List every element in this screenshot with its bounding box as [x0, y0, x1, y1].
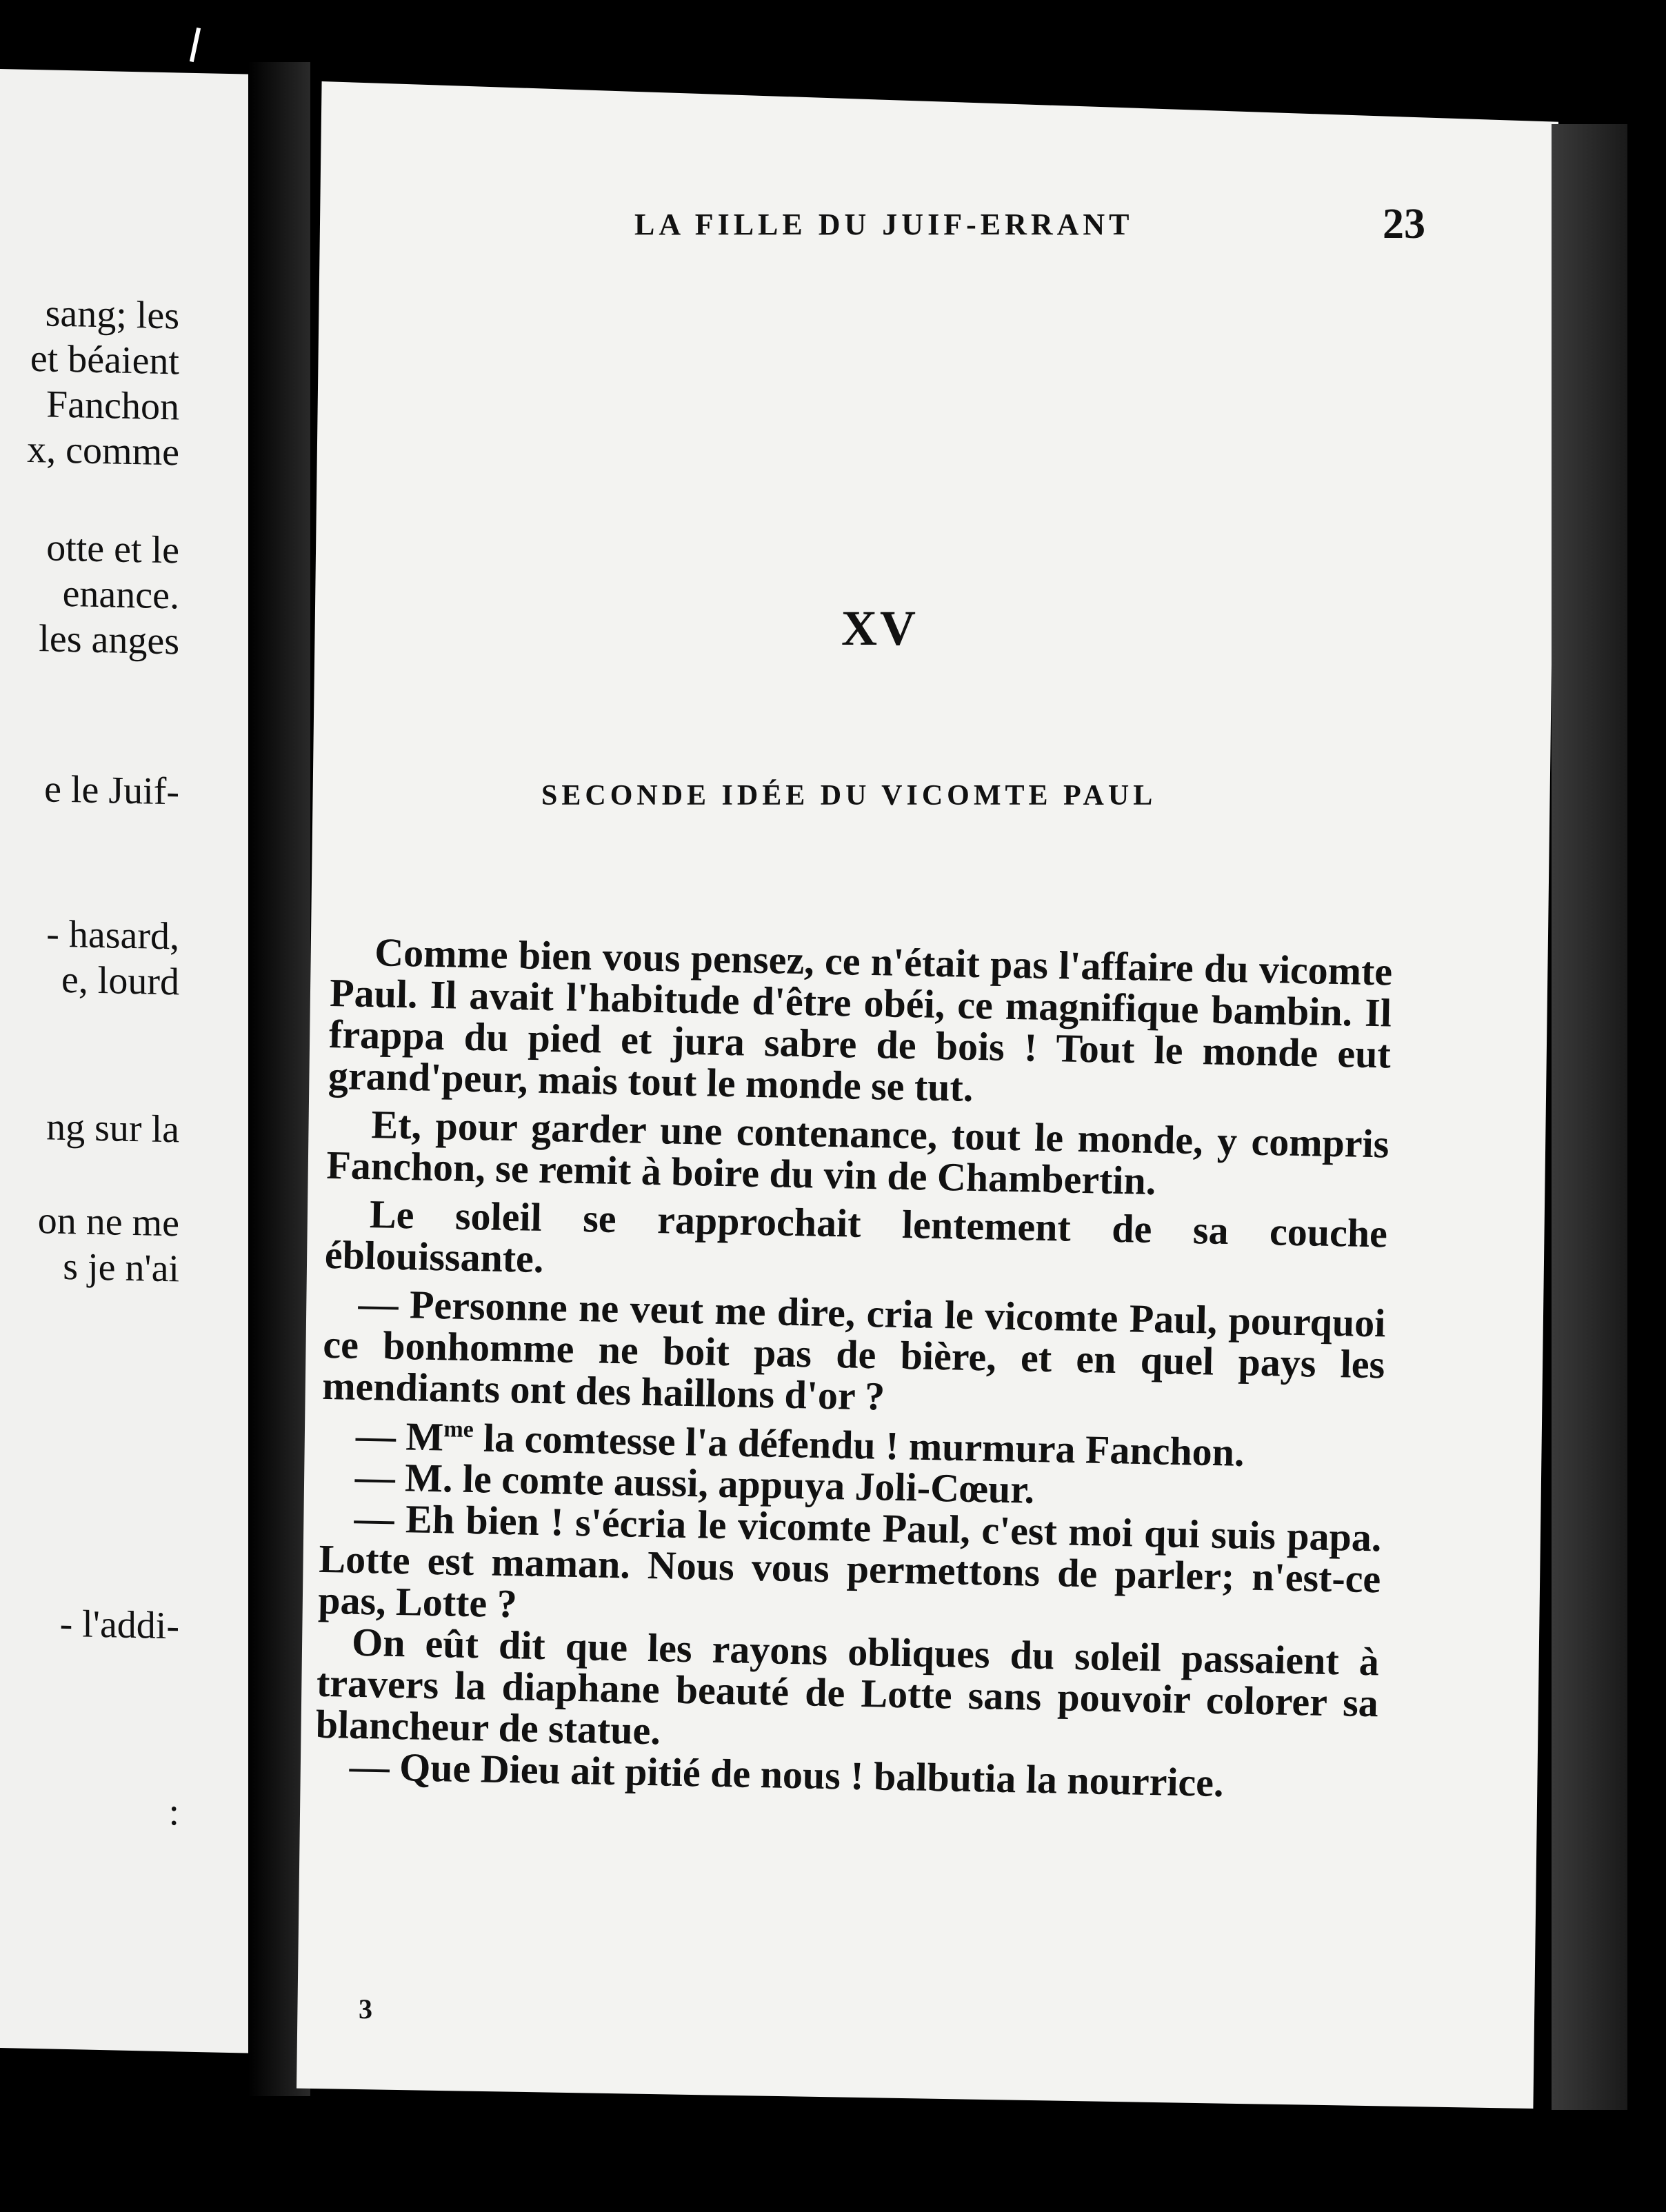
page-number: 23	[1383, 201, 1425, 248]
superscript-me: me	[443, 1416, 474, 1443]
left-page-line: et béaient	[30, 336, 179, 383]
left-page-line: - l'addi-	[59, 1602, 179, 1648]
dialogue-dash-m: — M	[355, 1413, 444, 1460]
dialogue-paragraph: — Que Dieu ait pitié de nous ! balbutia la nourrice.	[349, 1744, 1225, 1806]
dialogue-paragraph: — Eh bien ! s'écria le vicomte Paul, c'est moi qui suis papa. Lotte est maman. Nous vous permettons de parler; n'est-ce pas, Lotte ?	[317, 1496, 1383, 1627]
chapter-title: SECONDE IDÉE DU VICOMTE PAUL	[541, 780, 1157, 812]
left-page-line: - hasard,	[46, 912, 179, 958]
dialogue-paragraph: — M. le comte aussi, appuya Joli-Cœur.	[354, 1454, 1035, 1513]
book-edge	[1552, 124, 1627, 2110]
left-page-line: otte et le	[46, 526, 179, 572]
chapter-number: XV	[841, 601, 919, 656]
paragraph: Comme bien vous pensez, ce n'était pas l'affaire du vicomte Paul. Il avait l'habitude d'être obéi, ce magnifique bambin. Il frappa du pied et jura sabre de bois ! Tout le monde eut grand'peur, mais tout le monde se tut.	[328, 929, 1393, 1110]
left-page-line: on ne me	[37, 1199, 179, 1245]
dialogue-paragraph: — Personne ne veut me dire, cria le vicomte Paul, pourquoi ce bonhomme ne boit pas de bière, et en quel pays les mendiants ont des haillons d'or ?	[321, 1280, 1386, 1419]
left-page-line: les anges	[39, 617, 179, 663]
body-text	[314, 931, 1393, 1807]
left-page-line: :	[168, 1791, 179, 1834]
left-page-line: enance.	[62, 572, 179, 618]
left-page-line: Fanchon	[46, 383, 179, 429]
left-page-line: sang; les	[45, 292, 179, 338]
running-head: LA FILLE DU JUIF-ERRANT	[634, 208, 1134, 241]
paragraph: Et, pour garder une contenance, tout le monde, y compris Fanchon, se remit à boire du vin de Chambertin.	[325, 1102, 1389, 1204]
paragraph: Le soleil se rapprochait lentement de sa couche éblouissante.	[324, 1192, 1388, 1282]
left-page-line: ng sur la	[46, 1105, 179, 1152]
dialogue-text: la comtesse l'a défendu ! murmura Fanchon.	[472, 1415, 1245, 1475]
left-page-line: x, comme	[27, 428, 179, 474]
paragraph: On eût dit que les rayons obliques du soleil passaient à travers la diaphane beauté de Lotte sans pouvoir colorer sa blancheur de statue.	[315, 1620, 1380, 1753]
signature-mark: 3	[359, 1993, 372, 2024]
left-page-line: e, lourd	[61, 958, 179, 1004]
left-page-line: e le Juif-	[44, 767, 179, 814]
scan-mark	[190, 28, 201, 62]
left-page-line: s je n'ai	[63, 1245, 179, 1291]
left-page	[0, 69, 262, 2053]
